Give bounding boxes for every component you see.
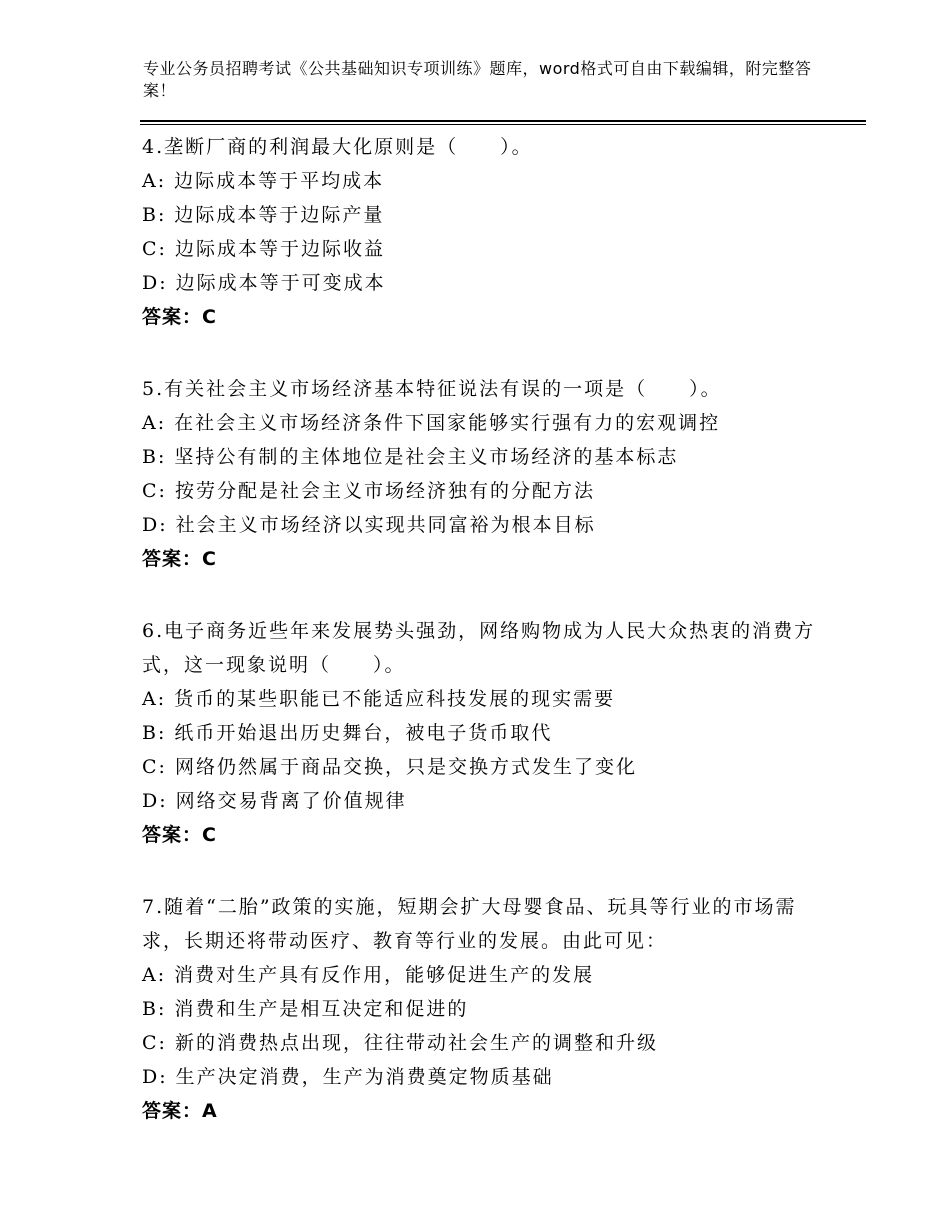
page-header: 专业公务员招聘考试《公共基础知识专项训练》题库，word格式可自由下载编辑，附完整答案！ (143, 59, 812, 100)
question-6 (142, 614, 822, 852)
header-divider-thick (140, 120, 866, 122)
question-4 (142, 130, 822, 334)
option-a: A: 边际成本等于平均成本 (142, 170, 385, 192)
option-d: D: 网络交易背离了价值规律 (142, 790, 407, 812)
option-d: D: 社会主义市场经济以实现共同富裕为根本目标 (142, 514, 596, 536)
option-d: D: 生产决定消费，生产为消费奠定物质基础 (142, 1066, 554, 1088)
option-b: B: 边际成本等于边际产量 (142, 204, 385, 226)
option-c: C: 新的消费热点出现，往往带动社会生产的调整和升级 (142, 1032, 658, 1054)
option-b: B: 消费和生产是相互决定和促进的 (142, 998, 469, 1020)
question-5 (142, 372, 822, 576)
answer-label: 答案：C (142, 548, 217, 570)
option-b: B: 纸币开始退出历史舞台，被电子货币取代 (142, 722, 553, 744)
answer-label: 答案：C (142, 824, 217, 846)
option-d: D: 边际成本等于可变成本 (142, 272, 386, 294)
option-c: C: 边际成本等于边际收益 (142, 238, 385, 260)
option-a: A: 在社会主义市场经济条件下国家能够实行强有力的宏观调控 (142, 412, 721, 434)
header-divider-thin (140, 124, 866, 125)
question-7 (142, 890, 822, 1128)
question-stem: 7.随着“二胎”政策的实施，短期会扩大母婴食品、玩具等行业的市场需求，长期还将带动医疗、教育等行业的发展。由此可见： (142, 896, 797, 952)
question-stem: 5.有关社会主义市场经济基本特征说法有误的一项是（ ）。 (142, 378, 722, 400)
answer-label: 答案：C (142, 306, 217, 328)
option-c: C: 按劳分配是社会主义市场经济独有的分配方法 (142, 480, 595, 502)
answer-label: 答案：A (142, 1100, 218, 1122)
option-a: A: 货币的某些职能已不能适应科技发展的现实需要 (142, 688, 616, 710)
question-stem: 4.垄断厂商的利润最大化原则是（ ）。 (142, 136, 533, 158)
question-stem: 6.电子商务近些年来发展势头强劲，网络购物成为人民大众热衷的消费方式，这一现象说明（ ）。 (142, 620, 816, 676)
question-list (142, 130, 822, 1166)
option-c: C: 网络仍然属于商品交换，只是交换方式发生了变化 (142, 756, 637, 778)
option-a: A: 消费对生产具有反作用，能够促进生产的发展 (142, 964, 595, 986)
option-b: B: 坚持公有制的主体地位是社会主义市场经济的基本标志 (142, 446, 679, 468)
